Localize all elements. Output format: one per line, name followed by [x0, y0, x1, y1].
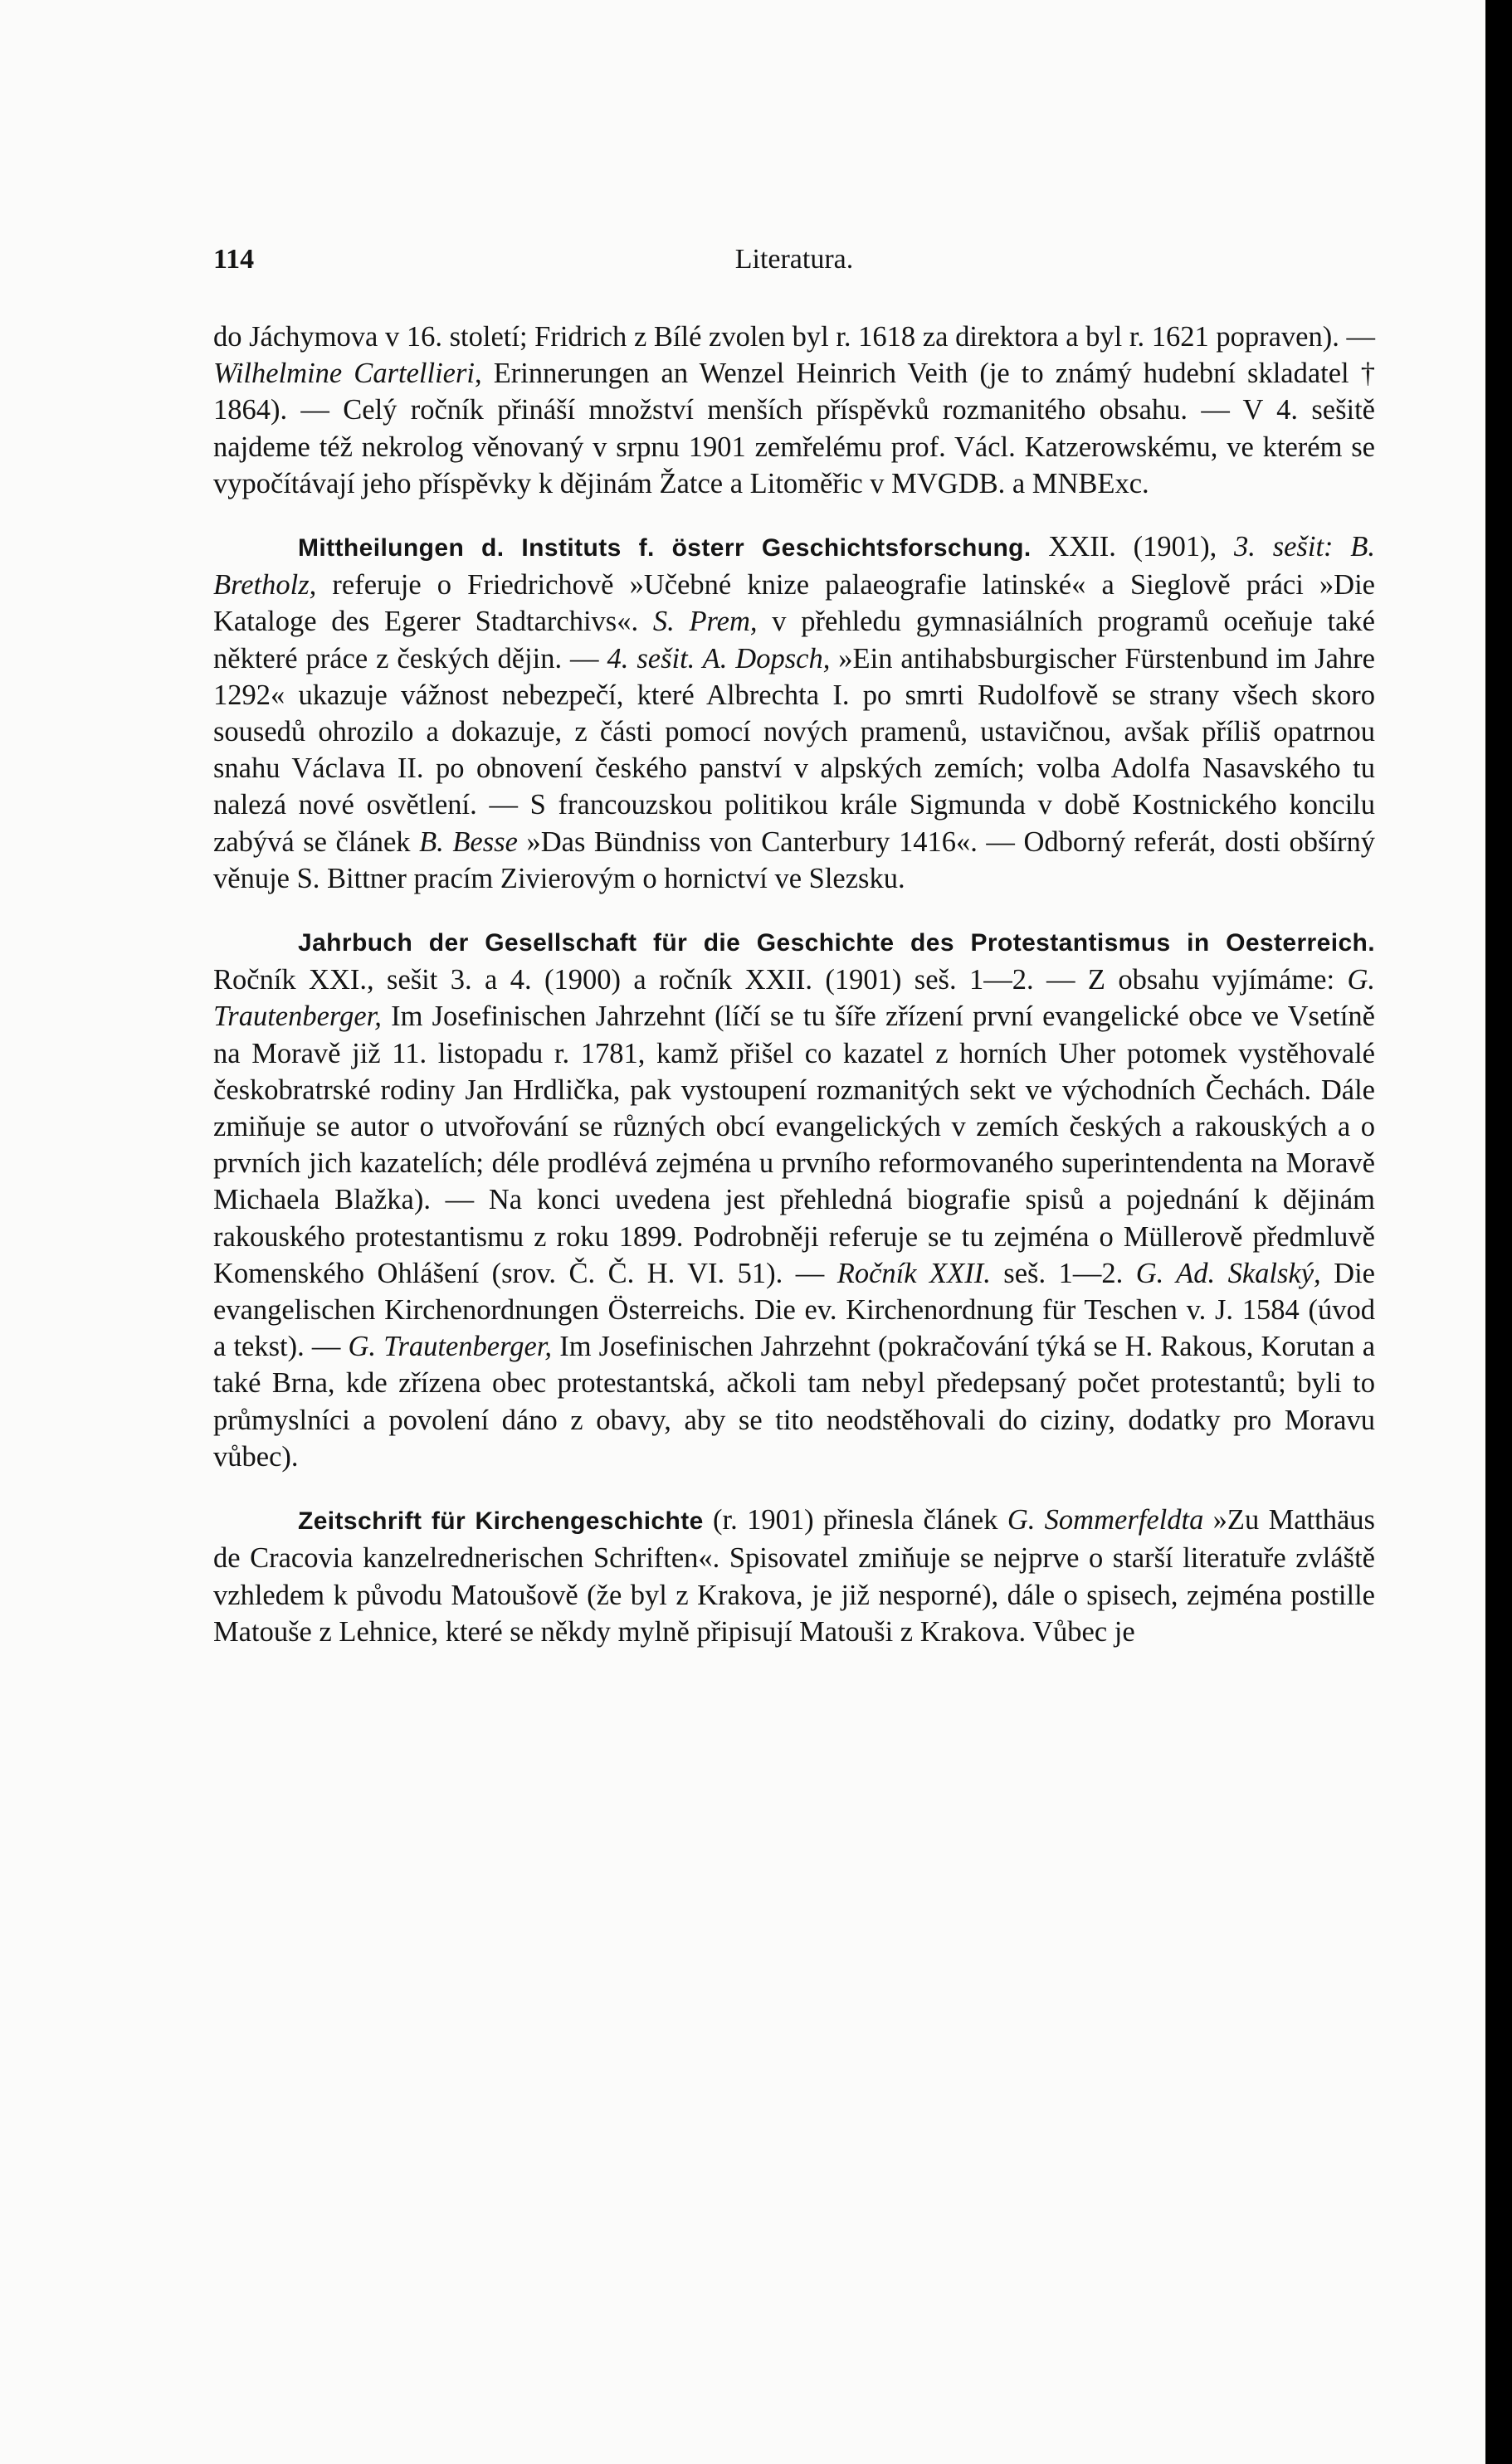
text-run: Im Josefinischen Jahrzehnt (pokračování týká se H. Rakous, Korutan a také Brna, kde zřízena obec protestantská, ačkoli tam nebyl předepsaný počet protestantů; byli to průmyslníci a povolení dáno z obavy, aby se tito neodstěhovali do ciziny, dodatky pro Moravu vůbec).	[213, 1331, 1376, 1473]
text-run: 4. sešit. A. Dopsch,	[607, 642, 831, 674]
text-run: (r. 1901) přinesla článek	[703, 1504, 1007, 1536]
text-run: Ročník XXI., sešit 3. a 4. (1900) a ročník XXII. (1901) seš. 1—2. — Z obsahu vyjímáme:	[213, 964, 1348, 996]
text-run: G. Sommerfeldta	[1007, 1504, 1204, 1536]
text-run: Im Josefinischen Jahrzehnt (líčí se tu šíře zřízení první evangelické obce ve Vsetíně na Moravě již 11. listopadu r. 1781, kamž přišel co kazatel z horních Uher potomek vystěhovalé českobratrské rodiny Jan Hrdlička, pak vystoupení rozmanitých sekt ve východních Čechách. Dále zmiňuje se autor o utvořování se různých obcí evangelických v zemích českých a rakouských a o prvních jich kazatelích; déle prodlévá zejména u prvního reformovaného superintendenta na Moravě Michaela Blažka). — Na konci uvedena jest přehledná biografie spisů a pojednání k dějinám rakouského protestantismu z roku 1899. Podrobněji referuje se tu zejména o Müllerově předmluvě Komenského Ohlášení (srov. Č. Č. H. VI. 51). —	[213, 1001, 1375, 1289]
text-run: v přehledu gymnasiálních programů oceňuje také některé práce z českých dějin. —	[213, 606, 1375, 674]
text-run: »Zu Matthäus de Cracovia kanzelrednerischen Schriften«. Spisovatel zmiňuje se nejprve o starší literatuře zvláště vzhledem k původu Matoušově (že byl z Krakova, je již nesporné), dále o spisech, zejména postille Matouše z Lehnice, které se někdy mylně připisují Matouši z Krakova. Vůbec je	[213, 1504, 1375, 1648]
text-run: Wilhelmine Cartellieri	[213, 358, 475, 390]
paragraph-jahrbuch	[213, 923, 1375, 1475]
text-run: XXII. (1901),	[1031, 531, 1235, 563]
text-run: G. Trautenberger,	[213, 964, 1375, 1033]
text-run: do Jáchymova v 16. století; Fridrich z Bílé zvolen byl r. 1618 za direktora a byl r. 1621 popraven). —	[213, 321, 1375, 353]
paragraph-zeitschrift	[213, 1502, 1375, 1650]
text-run: 3. sešit: B. Bretholz,	[213, 531, 1375, 601]
running-title: Literatura.	[734, 244, 854, 275]
text-run: Ročník XXII.	[836, 1257, 991, 1289]
text-run: Mittheilungen d. Instituts f. österr Geschichtsforschung.	[298, 534, 1032, 562]
paragraph-1	[213, 319, 1375, 502]
text-run: »Ein antihabsburgischer Fürstenbund im Jahre 1292« ukazuje vážnost nebezpečí, které Albrechta I. po smrti Rudolfově se strany všech skoro sousedů ohrozilo a dokazuje, z části pomocí nových pramenů, ustavičnou, avšak příliš opatrnou snahu Václava II. po obnovení českého panství v alpských zemích; volba Adolfa Nasavského tu nalezá nové osvětlení. — S francouzskou politikou krále Sigmunda v době Kostnického koncilu zabývá se článek	[213, 642, 1375, 858]
running-header	[213, 241, 1375, 279]
text-run: S. Prem,	[652, 606, 758, 638]
text-run: Die evangelischen Kirchenordnungen Österreichs. Die ev. Kirchenordnung für Teschen v. J. 1584 (úvod a tekst). —	[213, 1257, 1375, 1363]
text-run: G. Ad. Skalský,	[1135, 1257, 1321, 1289]
text-run: Jahrbuch der Gesellschaft für die Geschichte des Protestantismus in Oesterreich.	[298, 929, 1375, 957]
text-run: referuje o Friedrichově »Učebné knize palaeografie latinské« a Sieglově práci »Die Kataloge des Egerer Stadtarchivs«.	[213, 569, 1375, 638]
text-run: »Das Bündniss von Canterbury 1416«. — Odborný referát, dosti obšírný věnuje S. Bittner pracím Zivierovým o hornictví ve Slezsku.	[213, 825, 1375, 894]
text-run: G. Trautenberger,	[348, 1331, 553, 1363]
text-run: seš. 1—2.	[990, 1257, 1136, 1289]
page-number: 114	[213, 244, 255, 275]
body-text	[213, 319, 1375, 1650]
text-run: Zeitschrift für Kirchengeschichte	[298, 1507, 704, 1536]
paragraph-mittheilungen	[213, 528, 1375, 897]
text-run: B. Besse	[419, 825, 518, 858]
text-run: , Erinnerungen an Wenzel Heinrich Veith (je to známý hudební skladatel † 1864). — Celý ročník přináší množství menších příspěvků rozmanitého obsahu. — V 4. sešitě najdeme též nekrolog věnovaný v srpnu 1901 zemřelému prof. Václ. Katzerowskému, ve kterém se vypočítávají jeho příspěvky k dějinám Žatce a Litoměřic v MVGDB. a MNBExc.	[213, 358, 1375, 499]
